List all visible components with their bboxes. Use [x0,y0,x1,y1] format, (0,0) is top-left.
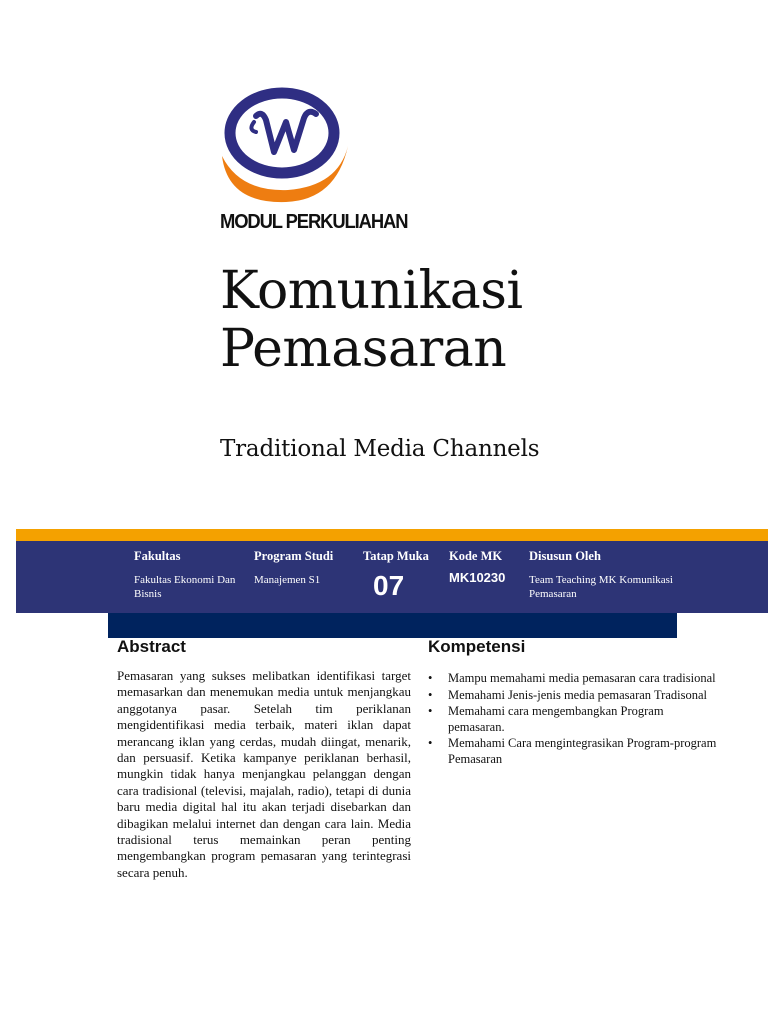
bullet-icon: • [428,687,433,702]
kode-value: MK10230 [449,570,506,585]
modul-label: MODUL PERKULIAHAN [220,211,408,233]
info-band-lower [108,613,677,638]
kode-label: Kode MK [449,549,503,563]
prodi-column [254,549,354,587]
list-item [428,688,718,704]
abstract-text: Pemasaran yang sukses melibatkan identifikasi target memasarkan dan menemukan media untuk menjangkau anggotanya pasar. Setelah tim periklanan mengidentifikasi media terbaik, materi iklan dapat merancang iklan yang cerdas, mudah diingat, menarik, dan persuasif. Ketika kampanye periklanan berhasil, mungkin tidak hanya menjangkau pelanggan dengan cara tradisional (televisi, majalah, radio), tetapi di dunia baru media digital hal itu akan terjadi disebarkan dan dibagikan melalui internet dan dengan cara lain. Media tradisional terus memainkan peran penting mengembangkan program pemasaran yang terintegrasi secara penuh. [117,668,411,880]
kompetensi-heading: Kompetensi [428,637,526,656]
kompetensi-list [428,671,718,768]
kompetensi-item-text: Mampu memahami media pemasaran cara tradisional [448,671,716,685]
list-item [428,704,718,735]
fakultas-label: Fakultas [134,549,181,563]
kompetensi-item-text: Memahami Jenis-jenis media pemasaran Tradisonal [448,687,707,702]
university-logo [218,86,352,208]
list-item [428,736,718,767]
orange-band [16,529,768,541]
disusun-label: Disusun Oleh [529,549,601,563]
disusun-value: Team Teaching MK Komunikasi Pemasaran [529,574,673,600]
title-line-1: Komunikasi [220,261,523,321]
title-line-2: Pemasaran [220,319,507,379]
kode-column [449,549,524,585]
bullet-icon: • [428,671,433,685]
bullet-icon: • [428,704,433,718]
page-title [220,262,523,378]
abstract-heading: Abstract [117,637,186,656]
kompetensi-item-text: Memahami cara mengembangkan Program pemasaran. [448,704,664,734]
list-item [428,671,718,687]
fakultas-value: Fakultas Ekonomi Dan Bisnis [134,574,236,600]
prodi-value: Manajemen S1 [254,574,321,586]
tatap-label: Tatap Muka [363,549,429,563]
disusun-column [529,549,694,601]
prodi-label: Program Studi [254,549,334,563]
kompetensi-item-text: Memahami Cara mengintegrasikan Program-program Pemasaran [448,736,717,766]
bullet-icon: • [428,736,433,750]
tatap-column [363,549,443,601]
fakultas-column [134,549,244,601]
page-subtitle: Traditional Media Channels [220,436,540,462]
tatap-value: 07 [373,570,405,601]
